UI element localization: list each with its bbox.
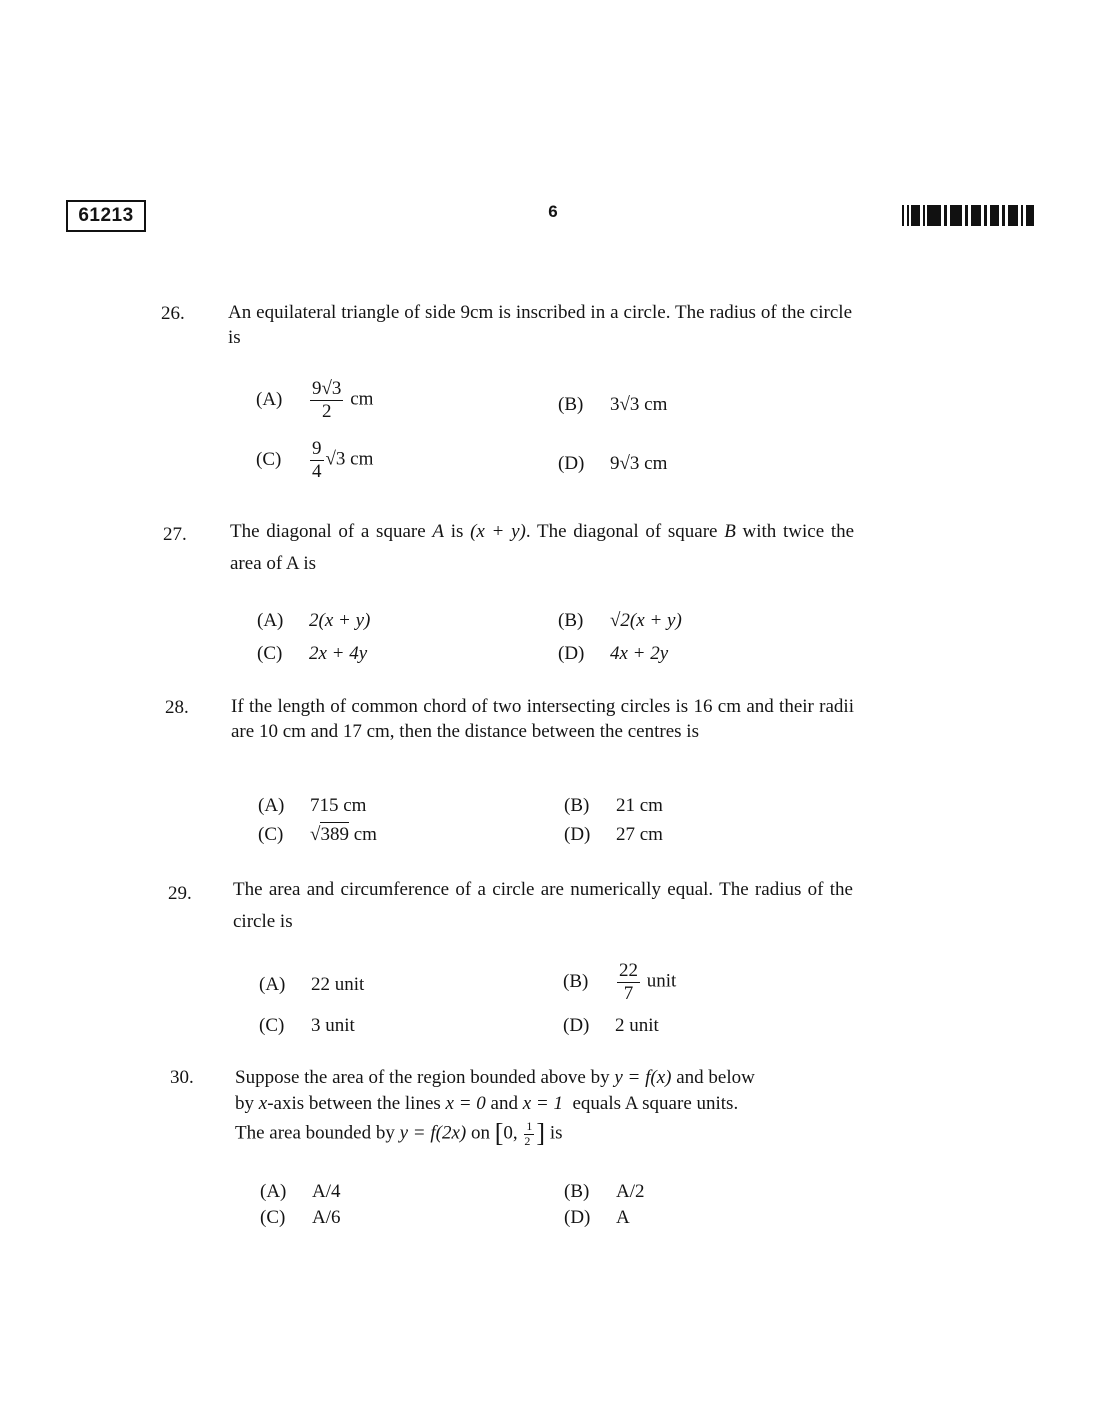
option-label: (D)	[558, 453, 585, 474]
text-part: is	[549, 1122, 563, 1144]
option-label: (B)	[563, 970, 589, 992]
option-value: A/4	[312, 1181, 341, 1202]
option-value: 9√3 cm	[610, 453, 668, 474]
option-label: (C)	[257, 643, 283, 664]
math-expr: (x + y)	[470, 521, 526, 542]
option-label: (D)	[558, 643, 585, 664]
numerator: 1	[526, 1119, 533, 1133]
text-part: -axis between the lines	[267, 1093, 441, 1114]
option-b	[564, 1181, 645, 1203]
option-label: (C)	[260, 1207, 286, 1228]
numerator: 9√3	[312, 378, 342, 399]
option-label: (B)	[558, 394, 584, 415]
option-d	[558, 453, 667, 475]
option-label: (D)	[563, 1015, 590, 1036]
unit: cm	[353, 824, 377, 845]
option-value: 2 unit	[615, 1015, 659, 1036]
question-text-line-3	[235, 1120, 855, 1149]
question-number: 29.	[168, 883, 192, 904]
option-value: 3√3 cm	[610, 394, 668, 415]
option-c	[259, 1015, 355, 1037]
option-value: 2(x + y)	[309, 610, 371, 631]
option-label: (D)	[564, 824, 591, 845]
option-label: (C)	[256, 448, 282, 470]
question-text-line-2	[235, 1091, 855, 1116]
question-number: 28.	[165, 697, 189, 718]
fraction	[617, 960, 640, 1005]
option-value: 4x + 2y	[610, 643, 669, 664]
denominator: 2	[321, 400, 332, 422]
question-number: 27.	[163, 524, 187, 545]
text-part: by	[235, 1093, 254, 1114]
option-value: A/2	[616, 1181, 645, 1202]
option-c	[260, 1207, 341, 1229]
question-text: An equilateral triangle of side 9cm is inscribed in a circle. The radius of the circle is	[228, 302, 852, 348]
question-number: 30.	[170, 1067, 194, 1088]
text-part: is	[450, 521, 464, 542]
fraction	[310, 378, 343, 423]
option-b	[558, 394, 667, 416]
option-value: 21 cm	[616, 795, 663, 816]
option-a	[258, 795, 366, 817]
option-c	[256, 438, 373, 483]
math-var: A	[432, 521, 444, 542]
denominator: 7	[623, 982, 634, 1004]
option-value: 22 unit	[311, 974, 365, 995]
option-d	[564, 1207, 630, 1229]
option-value: √2(x + y)	[610, 610, 682, 631]
option-c	[258, 824, 377, 846]
option-a	[260, 1181, 341, 1203]
numerator: 22	[619, 960, 638, 981]
denominator: 4	[312, 460, 322, 482]
option-label: (A)	[260, 1181, 287, 1202]
option-b	[564, 795, 663, 817]
fraction	[310, 438, 324, 483]
option-d	[564, 824, 663, 846]
radicand: 389	[320, 824, 349, 845]
question-text	[230, 516, 854, 580]
text-part: and	[490, 1093, 518, 1114]
option-label: (A)	[259, 974, 286, 995]
question-text-line-1	[235, 1065, 855, 1090]
text-part: with twice the area of A is	[230, 521, 855, 574]
math-expr: x = 0	[445, 1093, 486, 1114]
option-d	[558, 643, 668, 665]
math-expr: y = f(2x)	[399, 1122, 467, 1144]
text-part: Suppose the area of the region bounded above by	[235, 1067, 610, 1088]
option-label: (B)	[558, 610, 584, 631]
bracket-open: [	[494, 1118, 504, 1148]
question-text: The area and circumference of a circle are numerically equal. The radius of the circle is	[233, 879, 853, 932]
paper-code-box: 61213	[66, 200, 146, 232]
option-value: 2x + 4y	[309, 643, 368, 664]
unit: cm	[350, 388, 374, 410]
option-label: (A)	[256, 388, 283, 410]
page-number: 6	[548, 202, 558, 221]
radical-sign: √	[310, 824, 321, 845]
question-text: If the length of common chord of two intersecting circles is 16 cm and their radii are 10 cm and 17 cm, then the distance between the centres is	[231, 696, 854, 742]
text-part: on	[470, 1122, 490, 1144]
option-d	[563, 1015, 659, 1037]
option-b	[563, 960, 676, 1005]
option-value: A	[616, 1207, 630, 1228]
option-label: (B)	[564, 1181, 590, 1202]
bracket-close: ]	[536, 1118, 546, 1148]
interval-start: 0,	[503, 1122, 518, 1144]
option-a	[257, 610, 370, 632]
text-part: . The diagonal of square	[525, 521, 718, 542]
option-label: (D)	[564, 1207, 591, 1228]
option-value: √3 cm	[325, 448, 374, 470]
text-part: and below	[676, 1067, 755, 1088]
numerator: 9	[312, 438, 322, 459]
math-expr: x = 1	[522, 1093, 563, 1114]
barcode	[902, 205, 1034, 226]
option-label: (B)	[564, 795, 590, 816]
text-part: The area bounded by	[235, 1122, 395, 1144]
math-expr: y = f(x)	[614, 1067, 672, 1088]
text-part: The diagonal of a square	[230, 521, 426, 542]
math-var: x	[258, 1093, 268, 1114]
text-part: equals A square units.	[572, 1093, 739, 1114]
unit: unit	[646, 970, 677, 992]
option-a	[259, 974, 364, 996]
option-value: 27 cm	[616, 824, 663, 845]
option-label: (C)	[259, 1015, 285, 1036]
option-c	[257, 643, 367, 665]
option-label: (A)	[258, 795, 285, 816]
option-value: 3 unit	[311, 1015, 355, 1036]
question-number: 26.	[161, 303, 185, 324]
option-value: A/6	[312, 1207, 341, 1228]
fraction	[524, 1120, 534, 1149]
option-b	[558, 610, 682, 632]
denominator: 2	[524, 1133, 531, 1148]
option-a	[256, 378, 373, 423]
option-label: (A)	[257, 610, 284, 631]
math-var: B	[724, 521, 736, 542]
option-label: (C)	[258, 824, 284, 845]
option-value: 715 cm	[310, 795, 367, 816]
